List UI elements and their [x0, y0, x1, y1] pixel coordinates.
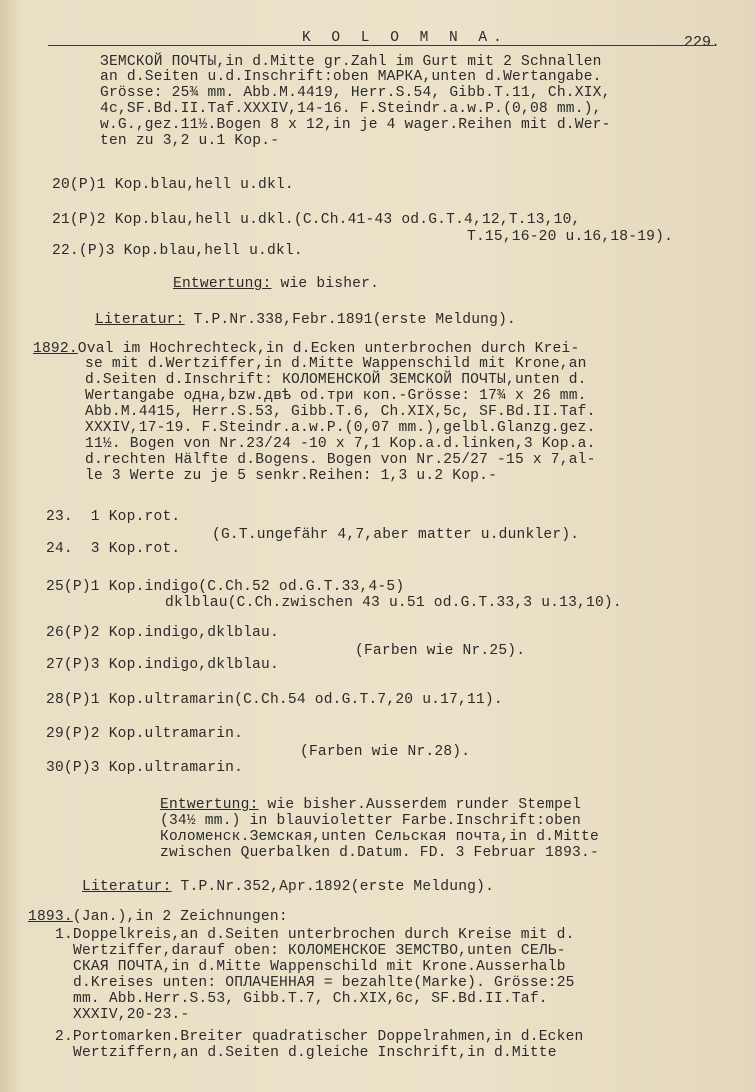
catalog-item: 20(P)1 Kop.blau,hell u.dkl. [52, 177, 294, 193]
literatur-label: Literatur: [95, 312, 185, 328]
literatur-text: T.P.Nr.352,Apr.1892(erste Meldung). [171, 879, 495, 895]
catalog-item: 28(P)1 Kop.ultramarin(C.Ch.54 od.G.T.7,20 u.17,11). [46, 692, 503, 708]
text-line: le 3 Werte zu je 5 senkr.Reihen: 1,3 u.2 Kop.- [85, 468, 498, 484]
year-1893-heading [28, 910, 288, 925]
catalog-item: 25(P)1 Kop.indigo(C.Ch.52 od.G.T.33,4-5) [46, 579, 405, 595]
entwertung-label: Entwertung: [160, 797, 259, 813]
catalog-item: 23. 1 Kop.rot. [46, 509, 181, 525]
catalog-item: 22.(P)3 Kop.blau,hell u.dkl. [52, 243, 303, 259]
catalog-item-note: (Farben wie Nr.28). [300, 744, 471, 760]
catalog-item-note: (G.T.ungefähr 4,7,aber matter u.dunkler). [212, 527, 580, 543]
text-line: 4c,SF.Bd.II.Taf.XXXIV,14-16. F.Steindr.a.w.P.(0,08 mm.), [100, 101, 602, 117]
page-number: 229. [684, 34, 721, 51]
catalog-item: 29(P)2 Kop.ultramarin. [46, 726, 244, 742]
entwertung-section [160, 798, 581, 813]
catalog-item: 24. 3 Kop.rot. [46, 541, 181, 557]
text-line: СКАЯ ПОЧТА,in d.Mitte Wappenschild mit Krone.Ausserhalb [73, 959, 566, 975]
text-line: w.G.,gez.11½.Bogen 8 x 12,in je 4 wager.Reihen mit d.Wer- [100, 117, 611, 133]
text-line: Коломенск.Земская,unten Сельская почта,in d.Mitte [160, 829, 599, 845]
text-line: an d.Seiten u.d.Inschrift:oben МАРКА,unten d.Wertangabe. [100, 69, 602, 85]
text-line: 11½. Bogen von Nr.23/24 -10 x 7,1 Kop.a.d.linken,3 Kop.a. [85, 436, 596, 452]
catalog-item-note: (Farben wie Nr.25). [355, 643, 526, 659]
literatur-text: T.P.Nr.338,Febr.1891(erste Meldung). [184, 312, 517, 328]
text-line: ten zu 3,2 u.1 Kop.- [100, 133, 280, 149]
text-line: Abb.M.4415, Herr.S.53, Gibb.T.6, Ch.XIX,5c, SF.Bd.II.Taf. [85, 404, 596, 420]
literatur-section [95, 313, 516, 328]
catalog-item: 27(P)3 Kop.indigo,dklblau. [46, 657, 279, 673]
literatur-label: Literatur: [82, 879, 172, 895]
text-line: wie bisher.Ausserdem runder Stempel [258, 797, 582, 813]
header-rule [48, 45, 714, 46]
catalog-item: 21(P)2 Kop.blau,hell u.dkl.(C.Ch.41-43 od.G.T.4,12,T.13,10, [52, 212, 581, 228]
text-line: ЗЕМСКОЙ ПОЧТЫ,in d.Mitte gr.Zahl im Gurt mit 2 Schnallen [100, 54, 602, 70]
text-line: d.rechten Hälfte d.Bogens. Bogen von Nr.25/27 -15 x 7,al- [85, 452, 596, 468]
year-label: 1892. [33, 341, 78, 357]
entwertung-section [173, 277, 379, 292]
text-line: zwischen Querbalken d.Datum. FD. 3 Februar 1893.- [160, 845, 599, 861]
text-line: 2.Portomarken.Breiter quadratischer Doppelrahmen,in d.Ecken [55, 1029, 584, 1045]
running-header: K O L O M N A. [302, 30, 508, 46]
text-line: 1.Doppelkreis,an d.Seiten unterbrochen durch Kreise mit d. [55, 927, 575, 943]
text-line: d.Seiten d.Inschrift: КОЛОМЕНСКОЙ ЗЕМСКОЙ ПОЧТЫ,unten d. [85, 372, 587, 388]
text-line: Grösse: 25¾ mm. Abb.M.4419, Herr.S.54, Gibb.T.11, Ch.XIX, [100, 85, 611, 101]
text-line: XXXIV,17-19. F.Steindr.a.w.P.(0,07 mm.),gelbl.Glanzg.gez. [85, 420, 596, 436]
year-1892-heading [33, 342, 579, 357]
catalog-item-continuation: dklblau(C.Ch.zwischen 43 u.51 od.G.T.33,3 u.13,10). [165, 595, 622, 611]
year-label: 1893. [28, 909, 73, 925]
text-line: Wertziffern,an d.Seiten d.gleiche Inschrift,in d.Mitte [73, 1045, 557, 1061]
literatur-section [82, 880, 494, 895]
text-line: Oval im Hochrechteck,in d.Ecken unterbrochen durch Krei- [77, 341, 580, 357]
text-line: mm. Abb.Herr.S.53, Gibb.T.7, Ch.XIX,6c, SF.Bd.II.Taf. [73, 991, 548, 1007]
catalog-item: 30(P)3 Kop.ultramarin. [46, 760, 244, 776]
text-line: Wertziffer,darauf oben: КОЛОМЕНСКОЕ ЗЕМСТВО,unten СЕЛЬ- [73, 943, 566, 959]
entwertung-label: Entwertung: [173, 276, 272, 292]
text-line: d.Kreises unten: ОПЛАЧЕННАЯ = bezahlte(Marke). Grösse:25 [73, 975, 575, 991]
text-line: Wertangabe одна,bzw.двѣ od.три коп.-Grösse: 17¾ x 26 mm. [85, 388, 587, 404]
text-line: XXXIV,20-23.- [73, 1007, 190, 1023]
text-line: (34½ mm.) in blauvioletter Farbe.Inschrift:oben [160, 813, 582, 829]
text-line: se mit d.Wertziffer,in d.Mitte Wappenschild mit Krone,an [85, 356, 587, 372]
entwertung-text: wie bisher. [271, 276, 380, 292]
catalog-item: 26(P)2 Kop.indigo,dklblau. [46, 625, 279, 641]
catalog-item-continuation: T.15,16-20 u.16,18-19). [467, 229, 674, 245]
text-line: (Jan.),in 2 Zeichnungen: [72, 909, 288, 925]
